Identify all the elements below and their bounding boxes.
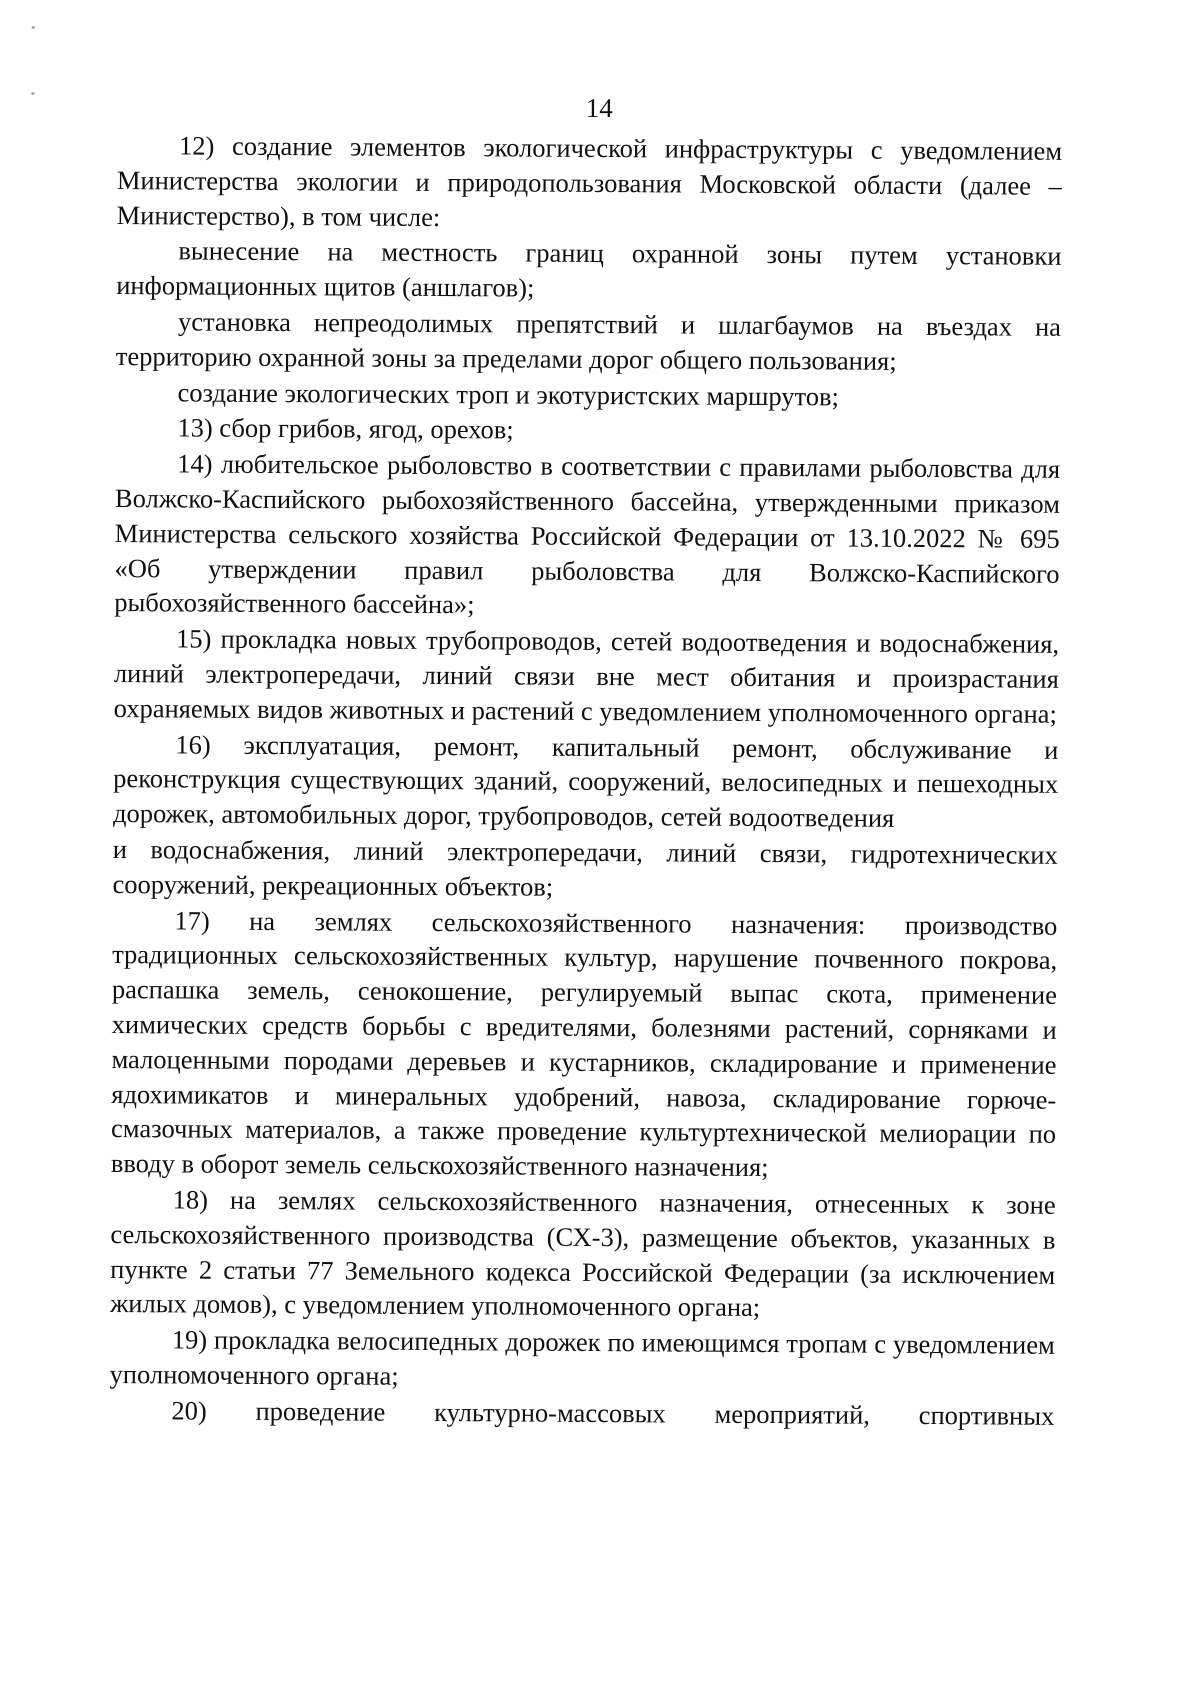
paragraph-barriers: установка непреодолимых препятствий и шлагбаумов на въездах на территорию охранной зоны за пределами дорог общего пользования; [115, 306, 1062, 376]
paragraph-item-17: 17) на землях сельскохозяйственного назначения: производство традиционных сельскохозяйственных культур, нарушение почвенного покрова, распашка земель, сенокошение, регулируемый выпас скота, применение химических средств борьбы с вредителями, болезнями растений, сорняками и малоценными породами деревьев и кустарников, складирование и применение ядохимикатов и минеральных удобрений, навоза, складирование горюче-смазочных материалов, а также проведение культуртехнической мелиорации по вводу в оборот земель сельскохозяйственного назначения; [110, 904, 1058, 1183]
paragraph-item-15: 15) прокладка новых трубопроводов, сетей водоотведения и водоснабжения, линий электропередачи, линий связи вне мест обитания и произрастания охраняемых видов животных и растений с уведомлением уполномоченного органа; [113, 623, 1060, 729]
paragraph-item-13: 13) сбор грибов, ягод, орехов; [177, 412, 514, 445]
paragraph-item-14: 14) любительское рыболовство в соответствии с правилами рыболовства для Волжско-Каспийского рыбохозяйственного бассейна, утвержденными приказом Министерства сельского хозяйства Российской Федерации от 13.10.2022 № 695 «Об утверждении правил рыболовства для Волжско-Каспийского рыбохозяйственного бассейна»; [114, 448, 1061, 620]
scan-artifact [32, 27, 35, 29]
paragraph-item-16-continued: и водоснабжения, линий электропередачи, линий связи, гидротехнических сооружений, рекреационных объектов; [112, 833, 1058, 902]
paragraph-item-18: 18) на землях сельскохозяйственного назначения, отнесенных к зоне сельскохозяйственного производства (СХ-3), размещение объектов, указанных в пункте 2 статьи 77 Земельного кодекса Российской Федерации (за исключением жилых домов), с уведомлением уполномоченного органа; [109, 1184, 1056, 1323]
paragraph-item-12: 12) создание элементов экологической инфраструктуры с уведомлением Министерства экологии и природопользования Московской области (далее – Министерство), в том числе: [116, 130, 1063, 232]
document-body [109, 128, 1062, 1434]
paragraph-eco-trails: создание экологических троп и экотуристских маршрутов; [177, 377, 840, 412]
page-number: 14 [585, 92, 613, 124]
paragraph-item-19: 19) прокладка велосипедных дорожек по имеющимся тропам с уведомлением уполномоченного органа; [109, 1324, 1055, 1391]
paragraph-item-16: 16) эксплуатация, ремонт, капитальный ремонт, обслуживание и реконструкция существующих зданий, сооружений, велосипедных и пешеходных дорожек, автомобильных дорог, трубопроводов, сетей водоотведения [112, 728, 1059, 833]
paragraph-item-20: 20) проведение культурно-массовых мероприятий, спортивных [171, 1395, 1055, 1431]
paragraph-boundary-signs: вынесение на местность границ охранной зоны путем установки информационных щитов (аншлагов); [116, 235, 1062, 303]
